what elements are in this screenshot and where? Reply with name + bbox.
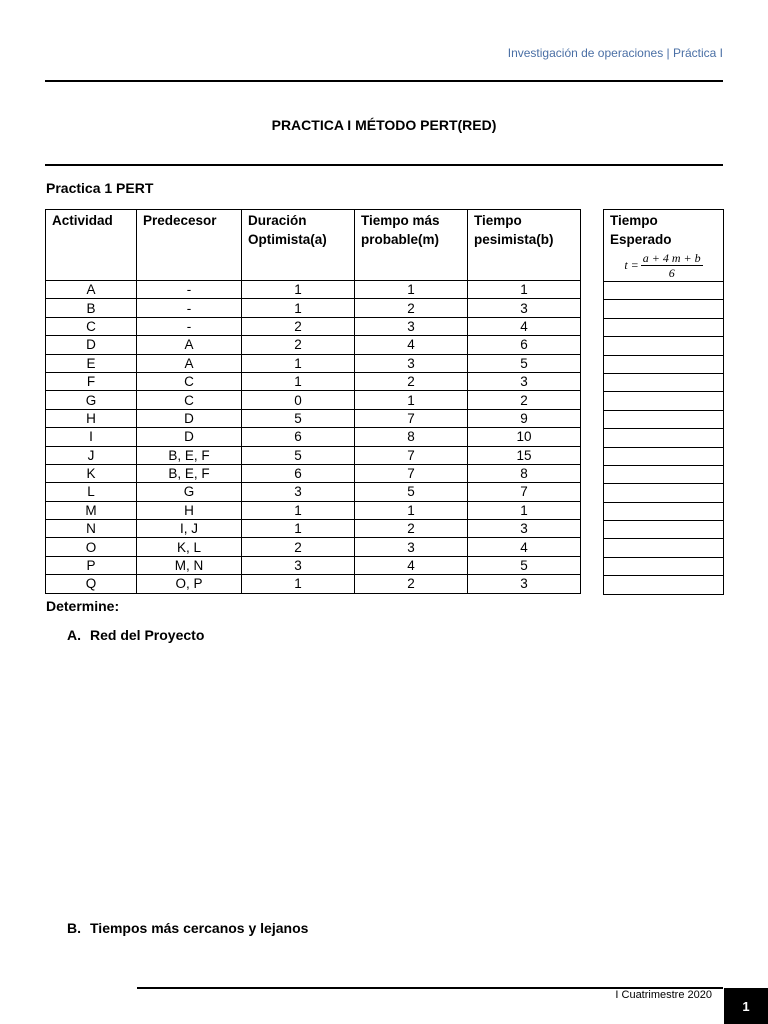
table-cell: B xyxy=(46,299,137,317)
table-cell: 2 xyxy=(355,520,468,538)
expected-cell xyxy=(604,429,724,447)
expected-row xyxy=(604,429,724,447)
table-cell: N xyxy=(46,520,137,538)
table-cell: K xyxy=(46,464,137,482)
table-cell: A xyxy=(137,336,242,354)
table-cell: 3 xyxy=(242,483,355,501)
table-cell: 1 xyxy=(355,391,468,409)
table-cell: C xyxy=(137,391,242,409)
table-cell: P xyxy=(46,556,137,574)
table-row xyxy=(46,391,581,409)
table-cell: D xyxy=(137,428,242,446)
table-cell: 7 xyxy=(355,464,468,482)
expected-row xyxy=(604,539,724,557)
table-cell: H xyxy=(137,501,242,519)
table-cell: 2 xyxy=(242,317,355,335)
table-cell: 2 xyxy=(355,372,468,390)
column-header: Actividad xyxy=(46,210,137,281)
expected-cell xyxy=(604,373,724,391)
table-cell: 7 xyxy=(468,483,581,501)
table-cell: 2 xyxy=(355,575,468,593)
table-cell: 6 xyxy=(242,464,355,482)
table-cell: 1 xyxy=(355,501,468,519)
table-cell: 1 xyxy=(355,281,468,299)
table-cell: 4 xyxy=(355,336,468,354)
column-header: Tiempo pesimista(b) xyxy=(468,210,581,281)
section-letter: B. xyxy=(67,920,81,936)
pert-table xyxy=(45,209,581,594)
column-header: Predecesor xyxy=(137,210,242,281)
table-cell: 1 xyxy=(468,281,581,299)
table-cell: 8 xyxy=(468,464,581,482)
expected-cell xyxy=(604,521,724,539)
expected-row xyxy=(604,465,724,483)
table-row xyxy=(46,538,581,556)
table-cell: 1 xyxy=(242,501,355,519)
expected-header-label: Tiempo Esperado xyxy=(610,213,672,247)
expected-time-table xyxy=(603,209,724,595)
formula-numerator: a + 4 m + b xyxy=(642,251,701,265)
table-cell: O xyxy=(46,538,137,556)
table-cell: F xyxy=(46,372,137,390)
expected-row xyxy=(604,521,724,539)
expected-cell xyxy=(604,318,724,336)
expected-cell xyxy=(604,392,724,410)
table-cell: 10 xyxy=(468,428,581,446)
table-cell: O, P xyxy=(137,575,242,593)
table-cell: 3 xyxy=(242,556,355,574)
page-number: 1 xyxy=(724,988,768,1024)
table-row xyxy=(46,556,581,574)
table-cell: I xyxy=(46,428,137,446)
table-cell: D xyxy=(46,336,137,354)
table-cell: 0 xyxy=(242,391,355,409)
expected-row xyxy=(604,355,724,373)
section-b xyxy=(67,920,308,936)
table-cell: H xyxy=(46,409,137,427)
table-cell: G xyxy=(46,391,137,409)
table-cell: M xyxy=(46,501,137,519)
expected-row xyxy=(604,447,724,465)
table-cell: 5 xyxy=(242,446,355,464)
table-cell: - xyxy=(137,317,242,335)
table-cell: 4 xyxy=(468,317,581,335)
table-cell: 1 xyxy=(242,372,355,390)
table-cell: E xyxy=(46,354,137,372)
table-cell: 2 xyxy=(468,391,581,409)
expected-cell xyxy=(604,300,724,318)
table-row xyxy=(46,317,581,335)
table-cell: 3 xyxy=(468,372,581,390)
table-row xyxy=(46,299,581,317)
table-row xyxy=(46,520,581,538)
table-cell: 1 xyxy=(242,520,355,538)
table-cell: 2 xyxy=(242,538,355,556)
table-cell: D xyxy=(137,409,242,427)
table-cell: 1 xyxy=(242,281,355,299)
table-cell: 2 xyxy=(355,299,468,317)
table-cell: 5 xyxy=(468,354,581,372)
expected-row xyxy=(604,337,724,355)
table-cell: 3 xyxy=(355,538,468,556)
table-cell: Q xyxy=(46,575,137,593)
expected-cell xyxy=(604,355,724,373)
table-cell: 3 xyxy=(468,575,581,593)
table-cell: 3 xyxy=(468,299,581,317)
expected-row xyxy=(604,576,724,594)
column-header: Tiempo más probable(m) xyxy=(355,210,468,281)
table-cell: 7 xyxy=(355,446,468,464)
table-cell: 6 xyxy=(468,336,581,354)
table-row xyxy=(46,281,581,299)
section-letter: A. xyxy=(67,627,81,643)
page-title: PRACTICA I MÉTODO PERT(RED) xyxy=(271,117,497,133)
expected-cell xyxy=(604,539,724,557)
table-cell: 9 xyxy=(468,409,581,427)
page-header: Investigación de operaciones | Práctica I xyxy=(507,46,723,60)
expected-row xyxy=(604,557,724,575)
table-cell: 7 xyxy=(355,409,468,427)
table-cell: 1 xyxy=(242,299,355,317)
table-cell: L xyxy=(46,483,137,501)
expected-row xyxy=(604,318,724,336)
table-cell: 8 xyxy=(355,428,468,446)
table-row xyxy=(46,464,581,482)
table-cell: - xyxy=(137,281,242,299)
expected-row xyxy=(604,410,724,428)
expected-row xyxy=(604,502,724,520)
table-cell: B, E, F xyxy=(137,446,242,464)
table-cell: A xyxy=(46,281,137,299)
table-header-row xyxy=(46,210,581,281)
expected-row xyxy=(604,484,724,502)
table-cell: 1 xyxy=(242,575,355,593)
table-cell: 6 xyxy=(242,428,355,446)
table-row xyxy=(46,428,581,446)
formula-lhs: t = xyxy=(624,258,639,272)
section-heading: Red del Proyecto xyxy=(90,627,205,643)
table-cell: C xyxy=(137,372,242,390)
table-cell: J xyxy=(46,446,137,464)
expected-table-body xyxy=(604,282,724,595)
expected-row xyxy=(604,392,724,410)
table-cell: 5 xyxy=(242,409,355,427)
expected-cell xyxy=(604,282,724,300)
column-header xyxy=(604,210,724,282)
expected-cell xyxy=(604,410,724,428)
table-cell: M, N xyxy=(137,556,242,574)
table-cell: 3 xyxy=(355,354,468,372)
expected-cell xyxy=(604,576,724,594)
expected-row xyxy=(604,282,724,300)
table-cell: 1 xyxy=(468,501,581,519)
table-body xyxy=(46,281,581,594)
table-cell: - xyxy=(137,299,242,317)
table-row xyxy=(46,446,581,464)
table-row xyxy=(46,336,581,354)
expected-row xyxy=(604,373,724,391)
formula-denominator: 6 xyxy=(668,266,675,280)
section-heading: Tiempos más cercanos y lejanos xyxy=(90,920,309,936)
determine-label: Determine: xyxy=(46,598,120,614)
title-rule xyxy=(45,164,723,166)
table-cell: 5 xyxy=(355,483,468,501)
expected-cell xyxy=(604,502,724,520)
table-row xyxy=(46,501,581,519)
expected-cell xyxy=(604,447,724,465)
expected-cell xyxy=(604,557,724,575)
table-cell: I, J xyxy=(137,520,242,538)
table-cell: G xyxy=(137,483,242,501)
table-row xyxy=(46,354,581,372)
table-row xyxy=(46,372,581,390)
table-cell: 5 xyxy=(468,556,581,574)
section-a xyxy=(67,627,204,643)
table-cell: 15 xyxy=(468,446,581,464)
table-cell: K, L xyxy=(137,538,242,556)
column-header: Duración Optimista(a) xyxy=(242,210,355,281)
footer-text: I Cuatrimestre 2020 xyxy=(615,989,712,1001)
table-cell: B, E, F xyxy=(137,464,242,482)
table-cell: 3 xyxy=(468,520,581,538)
table-cell: 1 xyxy=(242,354,355,372)
table-cell: 2 xyxy=(242,336,355,354)
table-cell: 3 xyxy=(355,317,468,335)
table-cell: A xyxy=(137,354,242,372)
table-row xyxy=(46,575,581,593)
expected-cell xyxy=(604,337,724,355)
table-row xyxy=(46,409,581,427)
formula-fraction xyxy=(641,251,703,280)
expected-time-formula xyxy=(610,251,717,280)
table-cell: 4 xyxy=(468,538,581,556)
expected-cell xyxy=(604,484,724,502)
expected-row xyxy=(604,300,724,318)
table-cell: C xyxy=(46,317,137,335)
expected-header-row xyxy=(604,210,724,282)
expected-cell xyxy=(604,465,724,483)
table-row xyxy=(46,483,581,501)
header-rule xyxy=(45,80,723,82)
table-cell: 4 xyxy=(355,556,468,574)
table-title: Practica 1 PERT xyxy=(46,180,154,196)
